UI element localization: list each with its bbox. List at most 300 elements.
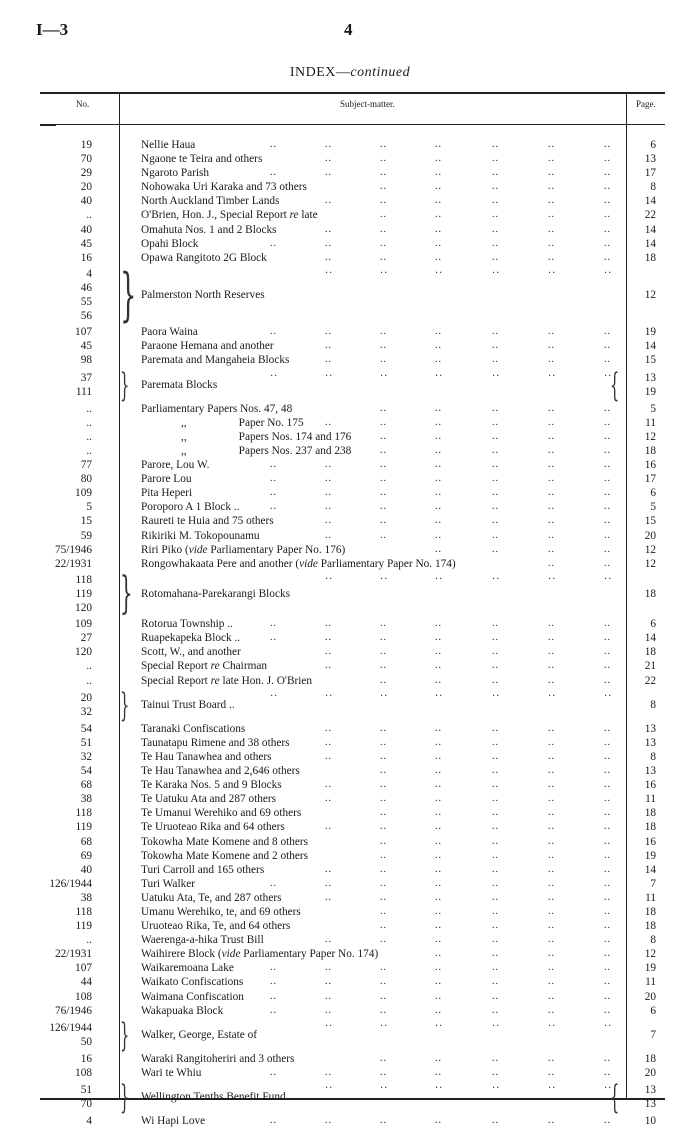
row-page: 6 [650, 1004, 656, 1017]
index-row [0, 529, 700, 543]
right-brace: { [610, 1078, 620, 1117]
row-subject: Te Hau Tanawhea and 2,646 others [141, 765, 300, 778]
index-row [0, 806, 700, 820]
row-subject: Parore Lou [141, 473, 192, 486]
group-numbers [40, 573, 92, 615]
leader-dots: .. .. .. .. .. .. .. [270, 326, 611, 338]
row-number: 20 [80, 181, 92, 194]
row-page: 10 [644, 1115, 656, 1128]
group-number: 37 [80, 371, 92, 384]
group-number: 32 [80, 705, 92, 718]
running-head-page-number: 4 [344, 20, 353, 39]
index-row [0, 891, 700, 905]
row-number: 70 [80, 153, 92, 166]
row-subject: ,, Paper No. 175 [181, 416, 304, 429]
row-number: 40 [80, 863, 92, 876]
row-subject: Omahuta Nos. 1 and 2 Blocks [141, 223, 277, 236]
row-subject: Taranaki Confiscations [141, 722, 246, 735]
leader-dots: .. .. .. .. .. .. [325, 515, 611, 527]
grouped-entry: 126/1944 50 } Walker, George, Estate of .. .. .. .. .. .. 7 [0, 1018, 700, 1052]
row-subject: Raureti te Huia and 75 others [141, 515, 274, 528]
row-page: 14 [644, 863, 656, 876]
row-page: 16 [644, 459, 656, 472]
row-subject: Nellie Haua [141, 139, 196, 151]
row-page: 11 [645, 416, 656, 429]
leader-dots: .. .. [548, 557, 611, 569]
grouped-entry: 4 46 55 56 } Palmerston North Reserves .. .. .. .. .. .. 12 [0, 265, 700, 325]
index-row [0, 750, 700, 764]
row-page: 18 [644, 646, 656, 659]
leader-dots: .. .. .. .. .. [380, 1052, 611, 1064]
row-subject: Special Report re Chairman [141, 660, 268, 673]
index-row [0, 223, 700, 237]
group-number: 120 [75, 602, 92, 615]
row-number: 54 [80, 722, 92, 735]
index-row [0, 919, 700, 933]
row-page: 19 [644, 962, 656, 975]
leader-dots: .. .. .. .. .. .. [325, 223, 611, 235]
index-row [0, 353, 700, 367]
row-page: 18 [644, 1052, 656, 1065]
left-brace: } [120, 260, 137, 328]
group-number: 126/1944 [49, 1021, 92, 1034]
row-subject: Special Report re late Hon. J. O'Brien [141, 674, 313, 687]
leader-dots: .. .. .. .. .. .. .. [270, 237, 611, 249]
leader-dots: .. .. .. .. .. [380, 920, 611, 932]
row-number: 80 [80, 473, 92, 486]
leader-dots: .. .. .. .. .. .. [325, 821, 611, 833]
index-row [0, 208, 700, 222]
grouped-entry: 118 119 120 } Rotomahana-Parekarangi Blocks .. .. .. .. .. .. 18 [0, 571, 700, 617]
row-page: 14 [644, 340, 656, 353]
row-subject: Turi Walker [141, 877, 196, 890]
row-subject: Paora Waina [141, 326, 198, 339]
index-row [0, 863, 700, 877]
row-page: 18 [644, 251, 656, 264]
title-continued: continued [350, 65, 411, 80]
row-subject: Wakapuaka Block [141, 1004, 224, 1017]
row-page: 14 [644, 632, 656, 645]
row-number: 118 [75, 807, 92, 820]
index-row [0, 905, 700, 919]
leader-dots: .. .. .. .. .. .. .. [270, 877, 611, 889]
row-subject: Ngaone te Teira and others [141, 153, 263, 166]
row-number: 45 [80, 340, 92, 353]
row-subject: Scott, W., and another [141, 646, 241, 659]
row-number: 119 [75, 920, 92, 933]
index-row [0, 152, 700, 166]
group-numbers [40, 1021, 92, 1049]
leader-dots: .. .. .. .. .. [380, 209, 611, 221]
row-subject: Waerenga-a-hika Trust Bill [141, 934, 264, 947]
index-row [0, 339, 700, 353]
index-row [0, 402, 700, 416]
group-pages [630, 1083, 656, 1111]
row-number: 16 [80, 1052, 92, 1065]
index-row [0, 820, 700, 834]
row-number: 107 [75, 962, 92, 975]
row-subject: Waikaremoana Lake [141, 962, 234, 975]
group-pages: 12 [644, 288, 656, 301]
row-page: 14 [644, 237, 656, 250]
row-number: 120 [75, 646, 92, 659]
group-numbers [40, 371, 92, 399]
row-page: 20 [644, 1067, 656, 1080]
index-table-body [0, 138, 700, 1128]
group-number: 20 [80, 691, 92, 704]
index-row [0, 180, 700, 194]
row-subject: Rikiriki M. Tokopounamu [141, 529, 260, 542]
row-page: 13 [644, 153, 656, 166]
index-row [0, 659, 700, 673]
row-number: 109 [75, 487, 92, 500]
group-subject: Paremata Blocks [141, 378, 218, 391]
index-row [0, 792, 700, 806]
leader-dots: .. .. .. .. .. [380, 765, 611, 777]
row-page: 16 [644, 779, 656, 792]
row-page: 19 [644, 849, 656, 862]
left-brace: } [120, 1078, 130, 1117]
group-page: 19 [644, 385, 656, 398]
row-number: 75/1946 [54, 543, 92, 556]
row-subject: Parliamentary Papers Nos. 47, 48 [141, 402, 293, 415]
index-row [0, 194, 700, 208]
row-number: 108 [75, 1067, 92, 1080]
index-row [0, 1066, 700, 1080]
row-page: 14 [644, 223, 656, 236]
row-page: 7 [650, 877, 656, 890]
row-subject: Opawa Rangitoto 2G Block [141, 251, 267, 264]
row-page: 15 [644, 515, 656, 528]
row-page: 17 [644, 167, 656, 180]
leader-dots: .. .. .. .. .. .. .. [270, 487, 611, 499]
index-row [0, 444, 700, 458]
row-number: 40 [80, 195, 92, 208]
index-row [0, 1052, 700, 1066]
row-number: 32 [80, 750, 92, 763]
row-page: 22 [644, 209, 656, 222]
leader-dots: .. .. .. .. .. [380, 807, 611, 819]
index-row [0, 166, 700, 180]
row-subject: Uatuku Ata, Te, and 287 others [141, 891, 282, 904]
row-number: 22/1931 [54, 948, 92, 961]
group-number: 118 [75, 573, 92, 586]
row-subject: Ngaroto Parish [141, 167, 210, 180]
leader-dots: .. .. .. .. .. .. [325, 660, 611, 672]
row-page: 15 [644, 354, 656, 367]
row-subject: Tokowha Mate Komene and 2 others [141, 849, 309, 862]
leader-dots: .. .. .. .. .. .. [325, 153, 611, 165]
leader-dots: .. .. .. .. .. .. .. [270, 501, 611, 513]
row-subject: North Auckland Timber Lands [141, 195, 280, 208]
row-page: 8 [650, 934, 656, 947]
leader-dots: .. .. .. .. .. .. [325, 340, 611, 352]
row-page: 20 [644, 529, 656, 542]
leader-dots: .. .. .. .. .. [380, 674, 611, 686]
leader-dots: .. .. .. .. .. .. [325, 793, 611, 805]
row-subject: Te Hau Tanawhea and others [141, 750, 272, 763]
row-number: 15 [80, 515, 92, 528]
leader-dots: .. .. .. .. .. .. .. [270, 962, 611, 974]
column-header-no: No. [76, 99, 90, 109]
row-number: 5 [86, 501, 92, 514]
group-number: 51 [80, 1084, 92, 1097]
index-row [0, 990, 700, 1004]
row-subject: Te Karaka Nos. 5 and 9 Blocks [141, 779, 282, 792]
group-number: 56 [80, 310, 92, 323]
row-number: 19 [80, 139, 92, 151]
row-number: 98 [80, 354, 92, 367]
index-row [0, 961, 700, 975]
row-page: 11 [645, 793, 656, 806]
group-number: 46 [80, 281, 92, 294]
index-row [0, 138, 700, 152]
index-row [0, 933, 700, 947]
row-number: 54 [80, 765, 92, 778]
row-page: 12 [644, 430, 656, 443]
row-page: 18 [644, 807, 656, 820]
left-brace: } [120, 567, 133, 619]
group-subject: Tainui Trust Board .. [141, 698, 235, 711]
row-number: 77 [80, 459, 92, 472]
row-page: 21 [644, 660, 656, 673]
index-row [0, 1004, 700, 1018]
leader-dots: .. .. .. .. .. .. .. [270, 459, 611, 471]
group-number: 70 [80, 1098, 92, 1111]
row-number: 107 [75, 326, 92, 339]
row-subject: Taunatapu Rimene and 38 others [141, 736, 290, 749]
header-bottom-rule [40, 124, 665, 125]
row-subject: Te Uatuku Ata and 287 others [141, 793, 277, 806]
row-number: .. [86, 402, 92, 415]
leader-dots: .. .. .. .. .. .. .. [270, 1004, 611, 1016]
top-rule [40, 92, 665, 94]
index-row [0, 736, 700, 750]
row-number: 59 [80, 529, 92, 542]
row-number: 27 [80, 632, 92, 645]
row-page: 8 [650, 181, 656, 194]
index-row [0, 416, 700, 430]
row-subject: Wi Hapi Love [141, 1115, 206, 1128]
row-number: .. [86, 660, 92, 673]
leader-dots: .. .. .. .. .. [380, 906, 611, 917]
index-row [0, 877, 700, 891]
index-row [0, 543, 700, 557]
leader-dots: .. .. .. .. .. .. [325, 934, 611, 946]
leader-dots: .. .. .. .. .. [380, 444, 611, 456]
leader-dots: .. .. .. .. .. .. [325, 646, 611, 658]
leader-dots: .. .. .. .. .. [380, 430, 611, 442]
row-subject: Rotorua Township .. [141, 618, 233, 631]
index-row [0, 764, 700, 778]
group-pages [630, 371, 656, 399]
group-pages: 7 [650, 1028, 656, 1041]
group-subject: Rotomahana-Parekarangi Blocks [141, 587, 291, 600]
row-number: 109 [75, 618, 92, 631]
row-subject: Tokowha Mate Komene and 8 others [141, 835, 309, 848]
leader-dots: .. .. .. .. .. [380, 835, 611, 847]
row-number: .. [86, 934, 92, 947]
row-subject: Poroporo A 1 Block .. [141, 501, 240, 514]
row-page: 19 [644, 326, 656, 339]
leader-dots: .. .. .. .. .. .. .. [270, 473, 611, 485]
row-number: 40 [80, 223, 92, 236]
leader-dots: .. .. .. .. .. [380, 402, 611, 414]
row-number: 45 [80, 237, 92, 250]
row-subject: Ruapekapeka Block .. [141, 632, 241, 645]
row-page: 17 [644, 473, 656, 486]
row-page: 6 [650, 618, 656, 631]
index-row [0, 849, 700, 863]
row-subject: Umanu Werehiko, te, and 69 others [141, 906, 301, 918]
leader-dots: .. .. .. .. .. .. [325, 195, 611, 207]
right-brace: { [610, 365, 620, 404]
group-number: 119 [75, 587, 92, 600]
row-page: 6 [650, 487, 656, 500]
row-number: 118 [75, 906, 92, 918]
group-subject: Walker, George, Estate of [141, 1028, 258, 1041]
index-row [0, 500, 700, 514]
leader-dots: .. .. .. .. .. .. [325, 779, 611, 791]
row-number: 16 [80, 251, 92, 264]
row-number: 68 [80, 835, 92, 848]
page-title [0, 65, 700, 81]
row-number: 4 [86, 1115, 92, 1128]
row-number: 38 [80, 793, 92, 806]
leader-dots: .. .. .. .. .. .. [325, 354, 611, 366]
row-page: 11 [645, 891, 656, 904]
row-number: .. [86, 674, 92, 687]
index-row [0, 1114, 700, 1128]
leader-dots: .. .. .. .. .. .. [325, 529, 611, 541]
row-number: 119 [75, 821, 92, 834]
row-number: 38 [80, 891, 92, 904]
leader-dots: .. .. .. .. .. .. [325, 750, 611, 762]
column-header-page: Page. [636, 99, 656, 109]
leader-dots: .. .. .. .. .. .. [325, 722, 611, 734]
leader-dots: .. .. .. .. .. .. [325, 251, 611, 263]
index-row [0, 514, 700, 528]
row-number: .. [86, 444, 92, 457]
leader-dots: .. .. .. .. .. .. .. [270, 1067, 611, 1079]
index-row [0, 645, 700, 659]
leader-dots: .. .. .. .. .. .. [325, 863, 611, 875]
row-page: 18 [644, 920, 656, 933]
row-page: 14 [644, 195, 656, 208]
leader-dots: .. .. .. .. [435, 948, 611, 960]
group-page: 13 [644, 1084, 656, 1097]
leader-dots: .. .. .. .. .. .. .. [270, 632, 611, 644]
row-page: 18 [644, 906, 656, 918]
row-page: 18 [644, 444, 656, 457]
leader-dots: .. .. .. .. .. .. .. [270, 139, 611, 150]
row-subject: ,, Papers Nos. 174 and 176 [181, 430, 352, 443]
row-subject: Rongowhakaata Pere and another (vide Parliamentary Paper No. 174) [141, 557, 456, 570]
leader-dots: .. .. .. .. .. [380, 181, 611, 193]
left-brace: } [120, 1015, 130, 1054]
index-row [0, 617, 700, 631]
group-number: 50 [80, 1035, 92, 1048]
row-page: 16 [644, 835, 656, 848]
leader-dots: .. .. .. .. .. .. .. [270, 1115, 611, 1127]
index-row [0, 251, 700, 265]
index-row [0, 674, 700, 688]
group-pages: 8 [650, 698, 656, 711]
group-subject: Wellington Tenths Benefit Fund [141, 1091, 286, 1104]
group-subject: Palmerston North Reserves [141, 288, 265, 301]
leader-dots: .. .. .. .. [435, 543, 611, 555]
row-subject: Waimana Confiscation [141, 990, 244, 1003]
title-main: INDEX— [289, 65, 351, 80]
header-left-tick [40, 124, 56, 126]
row-page: 6 [650, 139, 656, 151]
row-subject: Turi Carroll and 165 others [141, 863, 265, 876]
row-subject: O'Brien, Hon. J., Special Report re late [141, 209, 318, 222]
row-subject: Waraki Rangitoheriri and 3 others [141, 1052, 295, 1065]
index-row [0, 975, 700, 989]
row-page: 13 [644, 765, 656, 778]
row-page: 12 [644, 543, 656, 556]
running-head-code: I—3 [36, 20, 69, 39]
index-row [0, 325, 700, 339]
group-numbers [40, 1083, 92, 1111]
index-row [0, 947, 700, 961]
index-row [0, 631, 700, 645]
leader-dots: .. .. .. .. .. .. .. [270, 167, 611, 179]
row-page: 12 [644, 948, 656, 961]
row-subject: Paremata and Mangaheia Blocks [141, 354, 290, 367]
leader-dots: .. .. .. .. .. .. .. [270, 990, 611, 1002]
group-number: 4 [86, 267, 92, 280]
group-page: 13 [644, 1098, 656, 1111]
row-subject: Wari te Whiu [141, 1067, 202, 1080]
row-subject: Parore, Lou W. [141, 459, 210, 472]
row-number: 51 [80, 736, 92, 749]
leader-dots: .. .. .. .. .. .. [325, 736, 611, 748]
leader-dots: .. .. .. .. .. .. .. [270, 618, 611, 630]
row-number: .. [86, 430, 92, 443]
group-pages: 18 [644, 587, 656, 600]
index-row [0, 458, 700, 472]
row-page: 5 [650, 501, 656, 514]
index-row [0, 835, 700, 849]
row-number: 68 [80, 779, 92, 792]
row-number: 108 [75, 990, 92, 1003]
row-subject: Pita Heperi [141, 487, 193, 500]
group-numbers [40, 691, 92, 719]
row-subject: Waikato Confiscations [141, 976, 244, 989]
leader-dots: .. .. .. .. .. [380, 849, 611, 861]
row-subject: Te Umanui Werehiko and 69 others [141, 807, 302, 820]
left-brace: } [120, 685, 130, 724]
row-number: 29 [80, 167, 92, 180]
row-number: .. [86, 209, 92, 222]
row-page: 8 [650, 750, 656, 763]
leader-dots: .. .. .. .. .. .. .. [270, 976, 611, 988]
row-page: 13 [644, 736, 656, 749]
row-number: 22/1931 [54, 557, 92, 570]
group-page: 13 [644, 371, 656, 384]
index-row [0, 237, 700, 251]
index-row [0, 722, 700, 736]
row-page: 20 [644, 990, 656, 1003]
row-number: 44 [80, 976, 92, 989]
row-subject: Te Uruoteao Rika and 64 others [141, 821, 285, 834]
row-number: 69 [80, 849, 92, 862]
left-brace: } [120, 365, 130, 404]
index-row [0, 472, 700, 486]
group-numbers [40, 267, 92, 323]
